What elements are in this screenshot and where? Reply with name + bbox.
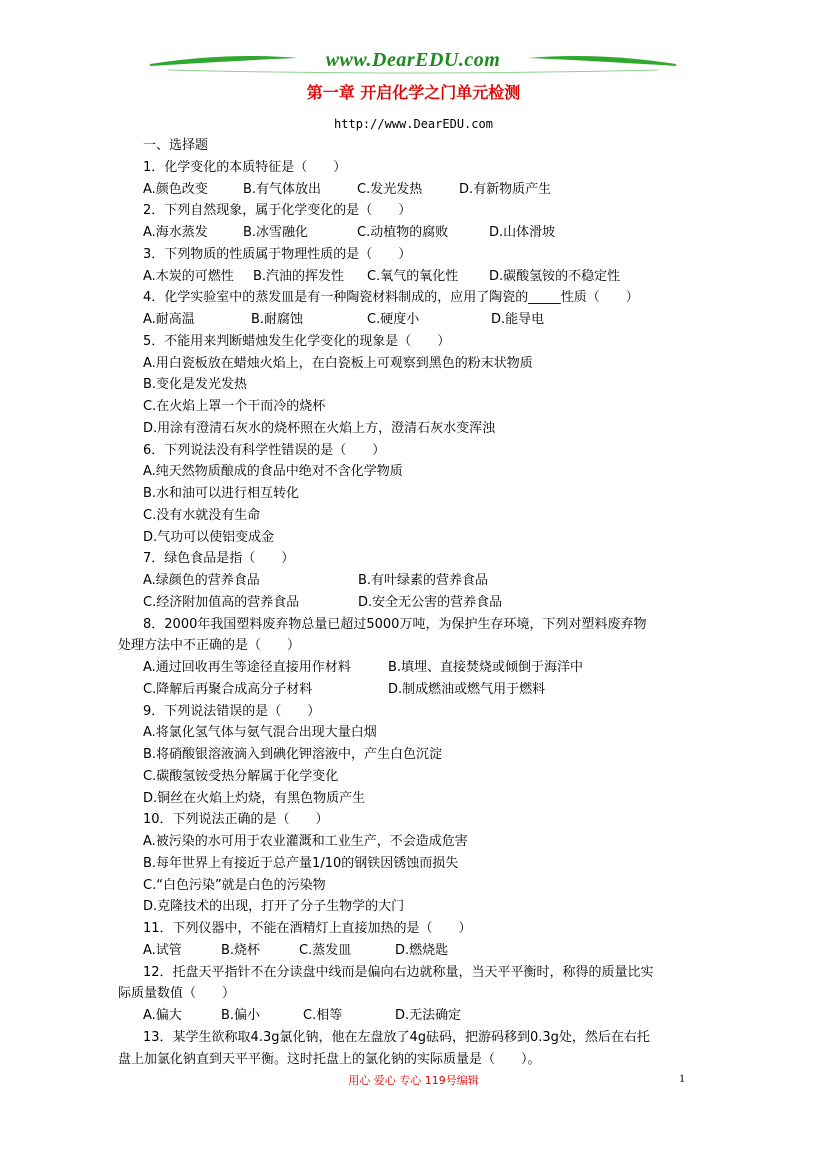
option-d: D.山体滑坡 [489, 225, 556, 240]
option-a: A.将氯化氢气体与氨气混合出现大量白烟 [143, 725, 377, 741]
option-d: D.铜丝在火焰上灼烧，有黑色物质产生 [143, 790, 366, 806]
question-stem: 9．下列说法错误的是（ ） [143, 703, 321, 719]
option-c: C.“白色污染”就是白色的污染物 [143, 877, 326, 893]
option-a: A.纯天然物质酿成的食品中绝对不含化学物质 [143, 464, 403, 480]
page-number: 1 [679, 1071, 685, 1085]
option-a: A.被污染的水可用于农业灌溉和工业生产，不会造成危害 [143, 834, 468, 849]
option-b: B.变化是发光发热 [143, 377, 248, 393]
option-b: B.将硝酸银溶液滴入到碘化钾溶液中，产生白色沉淀 [143, 747, 443, 762]
option-row [143, 222, 718, 244]
option-row [143, 1005, 718, 1027]
option-c: C.经济附加值高的营养食品 [143, 594, 300, 610]
option-b: B.填埋、直接焚烧或倾倒于海洋中 [388, 660, 584, 675]
option-b: B.水和油可以进行相互转化 [143, 486, 300, 501]
document-title: 第一章 开启化学之门单元检测 [306, 83, 521, 102]
option-d: D.有新物质产生 [459, 181, 552, 197]
option-b: B.有叶绿素的营养食品 [358, 573, 489, 588]
option-a: A.耐高温 [143, 312, 195, 327]
question-stem: 6．下列说法没有科学性错误的是（ ） [143, 442, 386, 458]
question-stem: 7．绿色食品是指（ ） [143, 551, 295, 567]
question-stem: 13．某学生欲称取4.3g氯化钠，他在左盘放了4g砝码，把游码移到0.3g处，然后在右托 [143, 1029, 650, 1045]
option-a: A.木炭的可燃性 [143, 268, 234, 284]
option-a: A.海水蒸发 [143, 225, 208, 240]
question-stem: 10．下列说法正确的是（ ） [143, 812, 329, 828]
option-row [143, 570, 718, 592]
option-row [143, 179, 718, 201]
option-c: C.氧气的氧化性 [367, 268, 459, 284]
site-logo-text: www.DearEDU.com [325, 49, 501, 71]
footer-slogan: 用心 爱心 专心 119号编辑 [348, 1074, 479, 1087]
question-stem: 2．下列自然现象，属于化学变化的是（ ） [143, 203, 412, 219]
option-d: D.制成燃油或燃气用于燃料 [388, 681, 546, 697]
question-stem-continued: 际质量数值（ ） [118, 986, 236, 1002]
option-a: A.通过回收再生等途径直接用作材料 [143, 660, 351, 675]
option-d: D.安全无公害的营养食品 [358, 594, 503, 610]
option-c: C.蒸发皿 [299, 942, 352, 958]
option-c: C.发光发热 [357, 181, 423, 197]
question-stem-continued: 盘上加氯化钠直到天平平衡。这时托盘上的氯化钠的实际质量是（ ）。 [118, 1051, 541, 1067]
option-d: D.能导电 [491, 312, 545, 327]
option-b: B.烧杯 [221, 942, 261, 958]
option-a: A.试管 [143, 942, 182, 958]
option-d: D.燃烧匙 [395, 942, 449, 958]
option-row [143, 657, 718, 679]
option-d: D.用涂有澄清石灰水的烧杯照在火焰上方，澄清石灰水变浑浊 [143, 420, 496, 436]
option-b: B.每年世界上有接近于总产量1/10的钢铁因锈蚀而损失 [143, 855, 459, 871]
option-b: B.偏小 [221, 1008, 261, 1023]
option-b: B.耐腐蚀 [251, 312, 304, 327]
option-b: B.冰雪融化 [243, 225, 309, 240]
option-row [143, 309, 718, 331]
section-heading: 一、选择题 [143, 138, 209, 153]
option-c: C.降解后再聚合成高分子材料 [143, 681, 313, 697]
option-c: C.没有水就没有生命 [143, 507, 261, 523]
option-c: C.碳酸氢铵受热分解属于化学变化 [143, 768, 339, 784]
source-url: http://www.DearEDU.com [334, 117, 493, 131]
question-stem: 5．不能用来判断蜡烛发生化学变化的现象是（ ） [143, 333, 451, 349]
option-d: D.克隆技术的出现，打开了分子生物学的大门 [143, 899, 405, 915]
question-stem: 8．2000年我国塑料废弃物总量已超过5000万吨，为保护生存环境，下列对塑料废弃物 [143, 616, 647, 632]
option-row [143, 679, 718, 701]
question-stem: 11．下列仪器中，不能在酒精灯上直接加热的是（ ） [143, 921, 472, 936]
option-row [143, 940, 718, 962]
option-c: C.硬度小 [367, 312, 420, 327]
question-stem: 1．化学变化的本质特征是（ ） [143, 159, 347, 175]
option-b: B.有气体放出 [243, 181, 322, 197]
question-stem: 4．化学实验室中的蒸发皿是有一种陶瓷材料制成的，应用了陶瓷的_____性质（ ） [143, 290, 639, 306]
option-b: B.汽油的挥发性 [253, 268, 345, 284]
option-d: D.无法确定 [395, 1008, 462, 1023]
option-c: C.在火焰上罩一个干而冷的烧杯 [143, 399, 326, 414]
question-list [118, 135, 718, 1070]
option-a: A.绿颜色的营养食品 [143, 573, 260, 588]
option-row [143, 592, 718, 614]
option-c: C.动植物的腐败 [357, 225, 449, 240]
option-d: D.碳酸氢铵的不稳定性 [489, 268, 621, 284]
option-a: A.偏大 [143, 1008, 182, 1023]
option-d: D.气功可以使铝变成金 [143, 529, 275, 545]
question-stem: 3．下列物质的性质属于物理性质的是（ ） [143, 246, 412, 262]
option-row [143, 266, 718, 288]
question-stem: 12．托盘天平指针不在分读盘中线而是偏向右边就称量，当天平平衡时，称得的质量比实 [143, 964, 654, 980]
option-a: A.用白瓷板放在蜡烛火焰上，在白瓷板上可观察到黑色的粉末状物质 [143, 355, 533, 371]
option-a: A.颜色改变 [143, 181, 208, 197]
option-c: C.相等 [303, 1008, 343, 1023]
question-stem-continued: 处理方法中不正确的是（ ） [118, 638, 301, 654]
site-logo-banner [148, 46, 678, 78]
